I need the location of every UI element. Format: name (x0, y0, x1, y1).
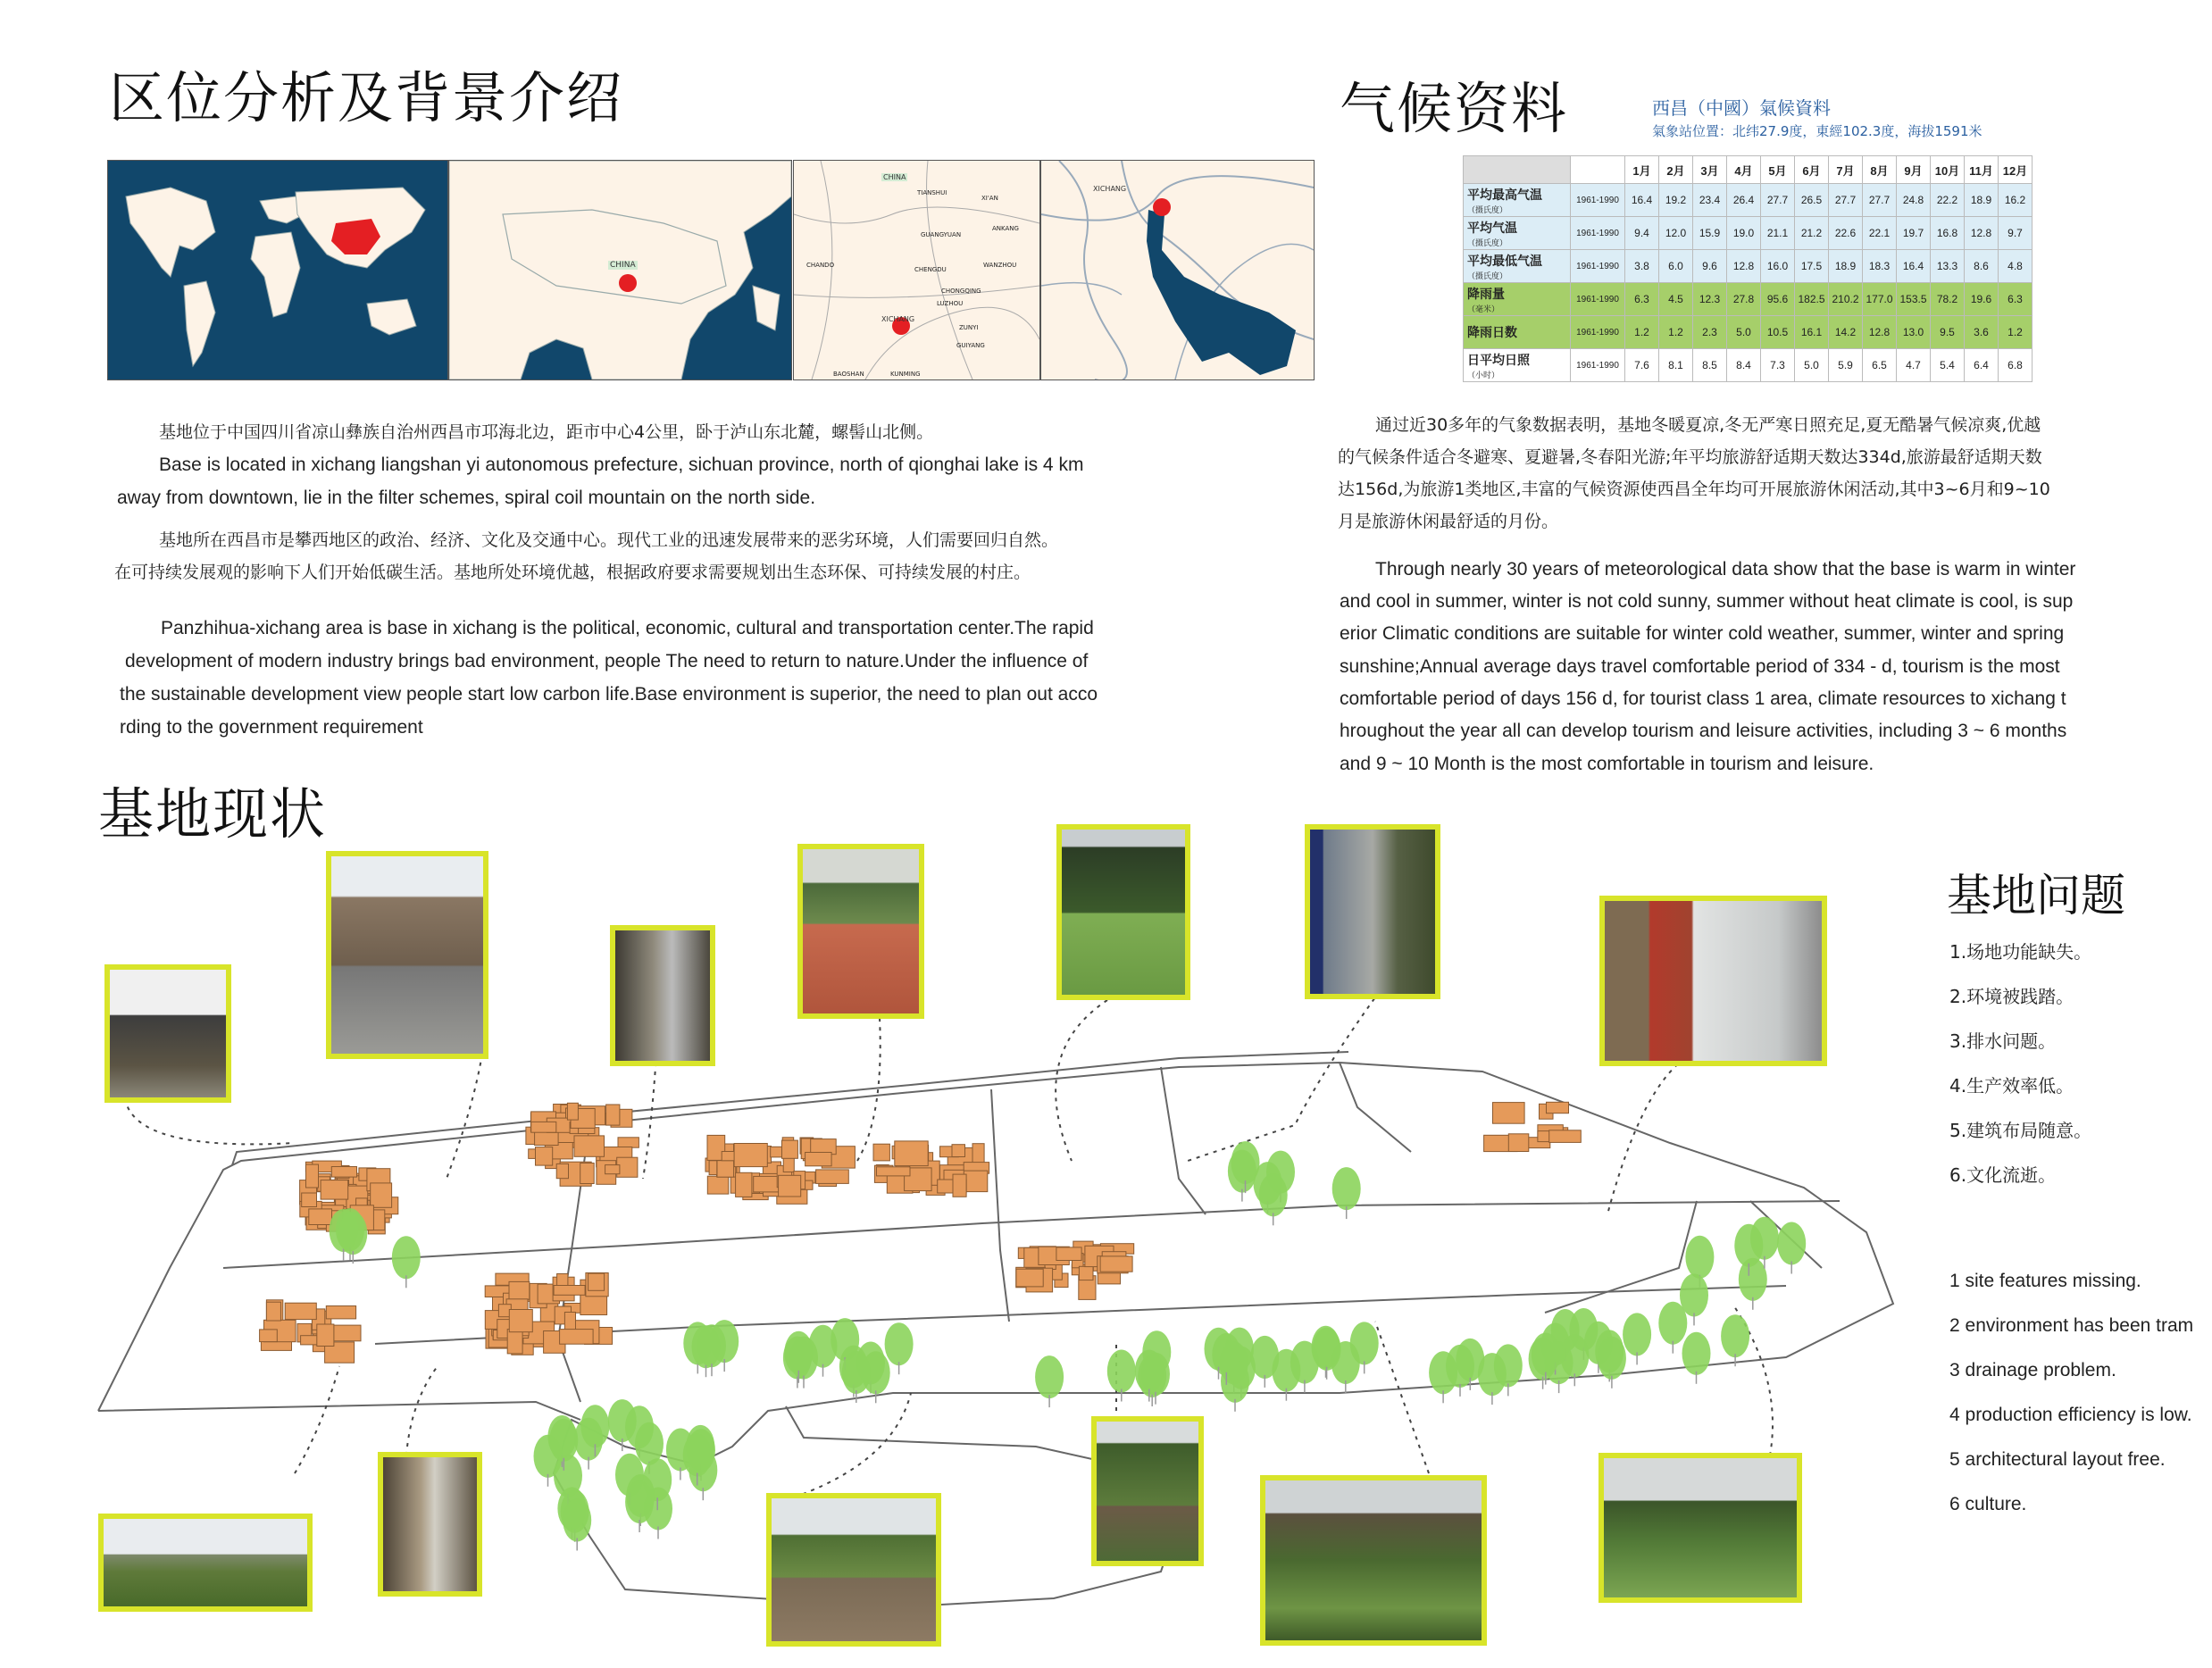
building (717, 1161, 734, 1178)
climate-value: 182.5 (1795, 283, 1829, 316)
climate-value: 12.8 (1863, 316, 1897, 349)
climate-value: 18.9 (1965, 184, 1999, 217)
tree-icon (580, 1405, 609, 1447)
climate-value: 13.3 (1931, 250, 1965, 283)
climate-value: 19.0 (1727, 217, 1761, 250)
climate-paragraph-en-a: Through nearly 30 years of meteorological data show that the base is warm in winter (1375, 559, 2076, 580)
climate-paragraph-en-d: sunshine;Annual average days travel comfortable period of 334 - d, tourism is the most (1340, 656, 2060, 677)
tree-icon (1478, 1353, 1507, 1396)
climate-row-label: 平均最高气温 （摄氏度） (1464, 184, 1571, 217)
local-map: XICHANG (1040, 160, 1315, 380)
issue-cn-3: 3.排水问题。 (1949, 1030, 2057, 1052)
building (556, 1163, 568, 1178)
climate-value: 4.8 (1999, 250, 2033, 283)
climate-value: 23.4 (1693, 184, 1727, 217)
tree-icon (1332, 1167, 1361, 1210)
building (331, 1167, 356, 1178)
building (1016, 1269, 1043, 1287)
site-photo-8 (98, 1514, 313, 1612)
building (964, 1171, 988, 1192)
climate-value: 5.0 (1795, 349, 1829, 382)
climate-value: 18.3 (1863, 250, 1897, 283)
issue-cn-2: 2.环境被践踏。 (1949, 986, 2074, 1007)
climate-table-subtitle: 氣象站位置：北纬27.9度，東經102.3度，海拔1591米 (1652, 123, 1982, 139)
climate-value: 8.6 (1965, 250, 1999, 283)
building (560, 1330, 594, 1345)
building (531, 1122, 556, 1132)
climate-value: 9.4 (1625, 217, 1659, 250)
month-header: 8月 (1863, 156, 1897, 184)
climate-value: 19.6 (1965, 283, 1999, 316)
climate-value: 1.2 (1999, 316, 2033, 349)
climate-value: 1.2 (1659, 316, 1693, 349)
building (371, 1183, 392, 1207)
tree-icon (1680, 1273, 1708, 1316)
tree-icon (549, 1419, 578, 1462)
building (707, 1176, 729, 1194)
climate-paragraph-en-e: comfortable period of days 156 d, for tourist class 1 area, climate resources to xichang t (1340, 688, 2066, 709)
climate-value: 16.2 (1999, 184, 2033, 217)
climate-value: 27.7 (1863, 184, 1897, 217)
building (1508, 1134, 1529, 1152)
location-paragraph-en-2c: the sustainable development view people start low carbon life.Base environment is superior, the need to plan out acco (120, 684, 1098, 705)
building (779, 1175, 801, 1197)
tree-icon (1250, 1336, 1279, 1379)
building (1549, 1130, 1582, 1143)
climate-value: 2.3 (1693, 316, 1727, 349)
climate-value: 153.5 (1897, 283, 1931, 316)
building (306, 1164, 319, 1188)
climate-value: 5.4 (1931, 349, 1965, 382)
building (1079, 1266, 1093, 1280)
climate-value: 8.1 (1659, 349, 1693, 382)
climate-period: 1961-1990 (1571, 316, 1625, 349)
building (606, 1105, 620, 1125)
building (605, 1165, 620, 1174)
climate-value: 22.1 (1863, 217, 1897, 250)
site-title: 基地现状 (98, 781, 328, 847)
climate-value: 10.5 (1761, 316, 1795, 349)
issue-en-5: 5 architectural layout free. (1949, 1449, 2166, 1470)
building (736, 1172, 752, 1197)
location-paragraph-en-1b: away from downtown, lie in the filter schemes, spiral coil mountain on the north side. (117, 488, 816, 508)
climate-paragraph-en-c: erior Climatic conditions are suitable for winter cold weather, summer, winter and spring (1340, 623, 2065, 644)
location-paragraph-cn-1: 基地位于中国四川省凉山彝族自治州西昌市邛海北边，距市中心4公里，卧于泸山东北麓，螺髻山北侧。 (159, 422, 934, 442)
climate-period: 1961-1990 (1571, 250, 1625, 283)
location-paragraph-en-1a: Base is located in xichang liangshan yi autonomous prefecture, sichuan province, north of qionghai lake is 4 km (159, 455, 1084, 475)
climate-value: 16.1 (1795, 316, 1829, 349)
climate-value: 177.0 (1863, 283, 1897, 316)
month-header: 9月 (1897, 156, 1931, 184)
tree-icon (1350, 1322, 1379, 1364)
climate-value: 12.3 (1693, 283, 1727, 316)
climate-value: 12.8 (1727, 250, 1761, 283)
climate-value: 16.4 (1897, 250, 1931, 283)
climate-row-label: 降雨日数 (1464, 316, 1571, 349)
climate-value: 19.7 (1897, 217, 1931, 250)
climate-value: 4.5 (1659, 283, 1693, 316)
building (326, 1306, 355, 1319)
month-header: 5月 (1761, 156, 1795, 184)
building (816, 1170, 849, 1184)
issue-en-4: 4 production efficiency is low. (1949, 1405, 2192, 1425)
building (1056, 1247, 1081, 1261)
month-header: 4月 (1727, 156, 1761, 184)
site-photo-5 (1056, 824, 1190, 1000)
building (266, 1302, 280, 1321)
climate-value: 26.5 (1795, 184, 1829, 217)
building (567, 1103, 578, 1120)
building (321, 1180, 348, 1200)
site-photo-9 (378, 1452, 482, 1597)
climate-row-label: 平均最低气温 （摄氏度） (1464, 250, 1571, 283)
building (261, 1341, 291, 1351)
tree-icon (1259, 1173, 1288, 1216)
issue-en-2: 2 environment has been tram (1949, 1315, 2194, 1336)
climate-value: 17.5 (1795, 250, 1829, 283)
tree-icon (1777, 1222, 1806, 1265)
building (952, 1145, 965, 1157)
site-photo-3 (610, 925, 715, 1066)
building (877, 1167, 911, 1176)
issue-cn-1: 1.场地功能缺失。 (1949, 941, 2092, 963)
climate-value: 6.0 (1659, 250, 1693, 283)
building (509, 1281, 530, 1299)
climate-period: 1961-1990 (1571, 217, 1625, 250)
building (302, 1193, 317, 1207)
climate-value: 9.7 (1999, 217, 2033, 250)
climate-value: 21.1 (1761, 217, 1795, 250)
tree-icon (885, 1322, 914, 1365)
climate-value: 6.3 (1625, 283, 1659, 316)
climate-value: 6.5 (1863, 349, 1897, 382)
building (953, 1174, 966, 1197)
climate-value: 8.5 (1693, 349, 1727, 382)
issue-en-3: 3 drainage problem. (1949, 1360, 2116, 1380)
tree-icon (1623, 1313, 1651, 1355)
building (873, 1144, 889, 1161)
tree-icon (1598, 1337, 1626, 1380)
building (507, 1330, 522, 1354)
month-header: 10月 (1931, 156, 1965, 184)
tree-icon (1685, 1236, 1714, 1279)
climate-value: 6.8 (1999, 349, 2033, 382)
climate-row-label: 日平均日照 （小时） (1464, 349, 1571, 382)
climate-value: 3.8 (1625, 250, 1659, 283)
climate-value: 12.0 (1659, 217, 1693, 250)
site-photo-12 (1260, 1475, 1487, 1646)
climate-title: 气候资料 (1340, 76, 1569, 141)
climate-value: 16.8 (1931, 217, 1965, 250)
climate-value: 16.4 (1625, 184, 1659, 217)
site-photo-4 (797, 844, 924, 1019)
climate-period: 1961-1990 (1571, 184, 1625, 217)
tree-icon (1205, 1328, 1233, 1371)
climate-value: 19.2 (1659, 184, 1693, 217)
climate-value: 12.8 (1965, 217, 1999, 250)
climate-value: 13.0 (1897, 316, 1931, 349)
climate-value: 22.2 (1931, 184, 1965, 217)
tree-icon (1429, 1351, 1457, 1394)
climate-value: 1.2 (1625, 316, 1659, 349)
site-photo-1 (104, 964, 231, 1103)
location-paragraph-en-2b: development of modern industry brings bad environment, people The need to return to nature.Under the influence of (125, 651, 1089, 671)
climate-paragraph-cn-d: 月是旅游休闲最舒适的月份。 (1338, 512, 1559, 531)
month-header: 6月 (1795, 156, 1829, 184)
tree-icon (697, 1324, 726, 1367)
asia-map: CHINA (448, 160, 792, 380)
building (782, 1140, 798, 1158)
building (260, 1330, 278, 1342)
building (1100, 1256, 1132, 1272)
issue-en-1: 1 site features missing. (1949, 1271, 2141, 1291)
tree-icon (338, 1212, 367, 1255)
issue-cn-6: 6.文化流逝。 (1949, 1164, 2057, 1186)
climate-value: 210.2 (1829, 283, 1863, 316)
site-photo-6 (1305, 824, 1440, 999)
tree-icon (1734, 1224, 1763, 1267)
region-map: XICHANG CHINA TIANSHUI XI'AN GUANGYUAN ANKANG CHENGDU WANZHOU CHANDO CHONGQING LUZHOU ZUNYI GUIYANG BAOSHAN KUNMING (793, 160, 1040, 380)
building (618, 1138, 639, 1147)
tree-icon (1532, 1333, 1560, 1376)
climate-paragraph-cn-b: 的气候条件适合冬避寒、夏避暑,冬春阳光游;年平均旅游舒适期天数达334d,旅游最舒适期天数 (1338, 447, 2042, 467)
building (734, 1144, 767, 1167)
tree-icon (784, 1331, 813, 1374)
climate-row-label: 降雨量 （毫米） (1464, 283, 1571, 316)
building (1493, 1103, 1525, 1124)
climate-value: 5.0 (1727, 316, 1761, 349)
site-photo-2 (326, 851, 488, 1059)
site-photo-10 (766, 1493, 941, 1647)
climate-value: 14.2 (1829, 316, 1863, 349)
tree-icon (842, 1351, 871, 1394)
climate-paragraph-cn-c: 达156d,为旅游1类地区,丰富的气候资源使西昌全年均可开展旅游休闲活动,其中3~6月和9~10 (1338, 480, 2050, 499)
climate-paragraph-en-f: hroughout the year all can develop tourism and leisure activities, including 3 ~ 6 months (1340, 721, 2067, 741)
month-header: 11月 (1965, 156, 1999, 184)
building (285, 1303, 316, 1319)
tree-icon (1107, 1350, 1136, 1393)
tree-icon (1135, 1350, 1164, 1393)
climate-value: 95.6 (1761, 283, 1795, 316)
climate-value: 9.6 (1693, 250, 1727, 283)
climate-value: 6.3 (1999, 283, 2033, 316)
building (309, 1209, 332, 1225)
building (580, 1163, 595, 1184)
climate-value: 26.4 (1727, 184, 1761, 217)
location-paragraph-cn-2a: 基地所在西昌市是攀西地区的政治、经济、文化及交通中心。现代工业的迅速发展带来的恶劣环境，人们需要回归自然。 (159, 530, 1059, 550)
climate-period: 1961-1990 (1571, 283, 1625, 316)
climate-paragraph-cn-a: 通过近30多年的气象数据表明，基地冬暖夏凉,冬无严寒日照充足,夏无酷暑气候凉爽,优越 (1375, 415, 2041, 435)
issue-cn-4: 4.生产效率低。 (1949, 1075, 2074, 1097)
month-header: 1月 (1625, 156, 1659, 184)
building (1547, 1102, 1569, 1113)
climate-value: 7.3 (1761, 349, 1795, 382)
location-title: 区位分析及背景介绍 (109, 65, 624, 130)
building (574, 1136, 605, 1156)
tree-icon (1560, 1334, 1589, 1377)
climate-paragraph-en-b: and cool in summer, winter is not cold sunny, summer without heat climate is cool, is sup (1340, 591, 2074, 612)
site-photo-13 (1598, 1453, 1802, 1603)
month-header: 12月 (1999, 156, 2033, 184)
building (564, 1313, 575, 1330)
building (554, 1286, 585, 1296)
building (317, 1324, 334, 1347)
building (580, 1295, 607, 1315)
location-paragraph-en-2a: Panzhihua-xichang area is base in xichang is the political, economic, cultural and transportation center.The rapid (161, 618, 1094, 638)
location-paragraph-cn-2b: 在可持续发展观的影响下人们开始低碳生活。基地所处环境优越，根据政府要求需要规划出生态环保、可持续发展的村庄。 (114, 563, 1031, 582)
climate-value: 16.0 (1761, 250, 1795, 283)
location-paragraph-en-2d: rding to the government requirement (120, 717, 423, 738)
climate-value: 7.6 (1625, 349, 1659, 382)
month-header: 3月 (1693, 156, 1727, 184)
climate-table-title: 西昌（中國）氣候資料 (1652, 97, 1831, 119)
month-header: 2月 (1659, 156, 1693, 184)
issue-en-6: 6 culture. (1949, 1494, 2027, 1514)
climate-value: 6.4 (1965, 349, 1999, 382)
tree-icon (563, 1499, 591, 1542)
climate-paragraph-en-g: and 9 ~ 10 Month is the most comfortable in tourism and leisure. (1340, 754, 1874, 774)
climate-value: 15.9 (1693, 217, 1727, 250)
climate-value: 4.7 (1897, 349, 1931, 382)
tree-icon (809, 1325, 838, 1368)
climate-value: 24.8 (1897, 184, 1931, 217)
tree-icon (1682, 1332, 1711, 1375)
climate-value: 3.6 (1965, 316, 1999, 349)
climate-value: 8.4 (1727, 349, 1761, 382)
tree-icon (1035, 1355, 1064, 1398)
tree-icon (1721, 1314, 1749, 1357)
climate-row-label: 平均气温 （摄氏度） (1464, 217, 1571, 250)
tree-icon (392, 1236, 421, 1279)
building (895, 1141, 928, 1166)
climate-period: 1961-1990 (1571, 349, 1625, 382)
climate-value: 22.6 (1829, 217, 1863, 250)
building (509, 1310, 532, 1332)
issue-cn-5: 5.建筑布局随意。 (1949, 1120, 2092, 1141)
site-photo-7 (1599, 896, 1827, 1066)
climate-value: 27.8 (1727, 283, 1761, 316)
climate-value: 78.2 (1931, 283, 1965, 316)
building (536, 1147, 553, 1166)
tree-icon (643, 1458, 672, 1501)
month-header: 7月 (1829, 156, 1863, 184)
climate-value: 27.7 (1761, 184, 1795, 217)
building (806, 1153, 832, 1166)
tree-icon (683, 1434, 712, 1477)
climate-value: 9.5 (1931, 316, 1965, 349)
building (588, 1273, 605, 1290)
climate-value: 5.9 (1829, 349, 1863, 382)
climate-value: 18.9 (1829, 250, 1863, 283)
issues-title: 基地问题 (1947, 870, 2125, 922)
site-photo-11 (1091, 1416, 1204, 1566)
climate-value: 27.7 (1829, 184, 1863, 217)
climate-value: 21.2 (1795, 217, 1829, 250)
